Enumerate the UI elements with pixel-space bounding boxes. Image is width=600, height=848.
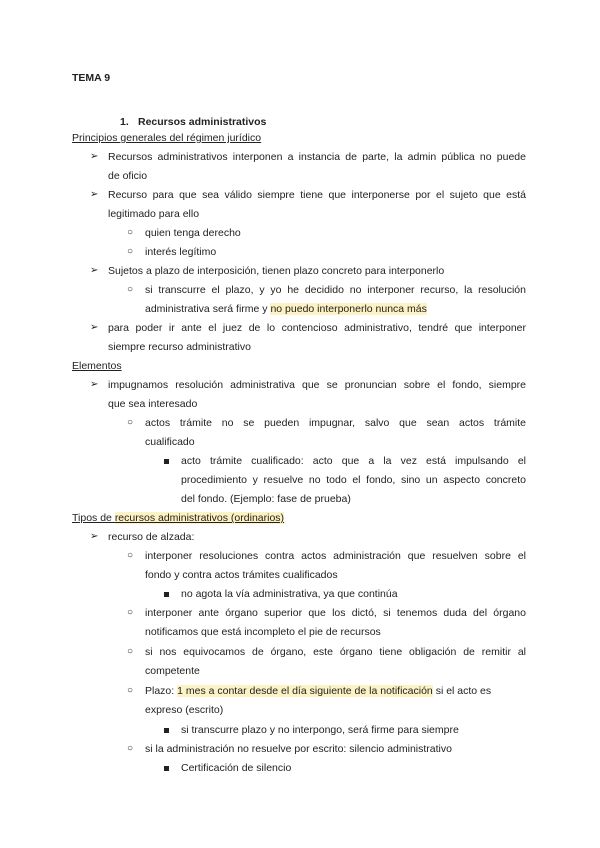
principios-s3-line1: si transcurre el plazo, y yo he decidido no interponer recurso, la resolución <box>145 284 526 296</box>
tipos-s3-line1: si nos equivocamos de órgano, este órgano tiene obligación de remitir al <box>145 646 526 658</box>
tipos-s3-line2: competente <box>145 665 200 677</box>
elementos-b1-line1: impugnamos resolución administrativa que se pronuncian sobre el fondo, siempre <box>108 379 526 391</box>
tipos-b1: recurso de alzada: <box>108 531 195 543</box>
heading-elementos: Elementos <box>72 360 122 372</box>
heading-tipos <box>72 511 284 525</box>
principios-b4-line2: siempre recurso administrativo <box>108 341 251 353</box>
arrow-bullet-icon: ➢ <box>90 189 99 200</box>
tipos-t1: no agota la vía administrativa, ya que continúa <box>181 588 398 600</box>
arrow-bullet-icon: ➢ <box>90 322 99 333</box>
highlight-plazo: 1 mes a contar desde el día siguiente de la notificación <box>177 685 433 697</box>
elementos-t1-line3: del fondo. (Ejemplo: fase de prueba) <box>181 493 351 505</box>
principios-s2: interés legítimo <box>145 246 217 258</box>
circle-bullet-icon: ○ <box>127 685 134 696</box>
arrow-bullet-icon: ➢ <box>90 151 99 162</box>
elementos-s1-line2: cualificado <box>145 436 195 448</box>
principios-s3-line2 <box>145 302 427 316</box>
elementos-t1-line2: procedimiento y resuelve no todo el fondo, sino un aspecto concreto <box>181 474 526 486</box>
circle-bullet-icon: ○ <box>127 743 134 754</box>
circle-bullet-icon: ○ <box>127 284 134 295</box>
principios-b1-line2: de oficio <box>108 170 148 182</box>
highlight-no-puedo: no puedo interponerlo nunca más <box>270 303 427 315</box>
tipos-s1-line1: interponer resoluciones contra actos administración que resuelven sobre el <box>145 550 526 562</box>
tipos-t2: si transcurre plazo y no interpongo, será firme para siempre <box>181 724 459 736</box>
tipos-s2-line1: interponer ante órgano superior que los dictó, si tenemos duda del órgano <box>145 607 526 619</box>
doc-title: TEMA 9 <box>72 72 111 84</box>
section-title: Recursos administrativos <box>138 116 267 128</box>
circle-bullet-icon: ○ <box>127 246 134 257</box>
square-bullet-icon <box>164 766 169 771</box>
elementos-t1-line1: acto trámite cualificado: acto que a la vez está impulsando el <box>181 455 526 467</box>
principios-b2-line1: Recurso para que sea válido siempre tiene que interponerse por el sujeto que está <box>108 189 526 201</box>
square-bullet-icon <box>164 592 169 597</box>
circle-bullet-icon: ○ <box>127 227 134 238</box>
heading-tipos-part1: Tipos de <box>72 512 115 524</box>
elementos-s1-line1: actos trámite no se pueden impugnar, salvo que sean actos trámite <box>145 417 526 429</box>
principios-b2-line2: legitimado para ello <box>108 208 200 220</box>
circle-bullet-icon: ○ <box>127 646 134 657</box>
plazo-label: Plazo: <box>145 685 178 697</box>
tipos-t3: Certificación de silencio <box>181 762 292 774</box>
principios-b1-line1: Recursos administrativos interponen a instancia de parte, la admin pública no puede <box>108 151 526 163</box>
elementos-b1-line2: que sea interesado <box>108 398 198 410</box>
circle-bullet-icon: ○ <box>127 417 134 428</box>
arrow-bullet-icon: ➢ <box>90 531 99 542</box>
principios-s1: quien tenga derecho <box>145 227 241 239</box>
principios-b4-line1: para poder ir ante el juez de lo contencioso administrativo, tendré que interponer <box>108 322 526 334</box>
section-number: 1. <box>120 116 129 128</box>
square-bullet-icon <box>164 459 169 464</box>
tipos-s1-line2: fondo y contra actos trámites cualificados <box>145 569 338 581</box>
heading-tipos-highlight: recursos administrativos (ordinarios) <box>114 512 285 524</box>
circle-bullet-icon: ○ <box>127 550 134 561</box>
principios-b3: Sujetos a plazo de interposición, tienen plazo concreto para interponerlo <box>108 265 445 277</box>
principios-s3-line2-text: administrativa será firme y <box>145 303 271 315</box>
tipos-s4-line2: expreso (escrito) <box>145 704 224 716</box>
tipos-s2-line2: notificamos que está incompleto el pie de recursos <box>145 626 381 638</box>
square-bullet-icon <box>164 728 169 733</box>
arrow-bullet-icon: ➢ <box>90 379 99 390</box>
heading-principios: Principios generales del régimen jurídico <box>72 132 262 144</box>
plazo-rest: si el acto es <box>432 685 492 697</box>
arrow-bullet-icon: ➢ <box>90 265 99 276</box>
circle-bullet-icon: ○ <box>127 607 134 618</box>
tipos-s4-line1 <box>145 684 491 698</box>
tipos-s5: si la administración no resuelve por escrito: silencio administrativo <box>145 743 452 755</box>
